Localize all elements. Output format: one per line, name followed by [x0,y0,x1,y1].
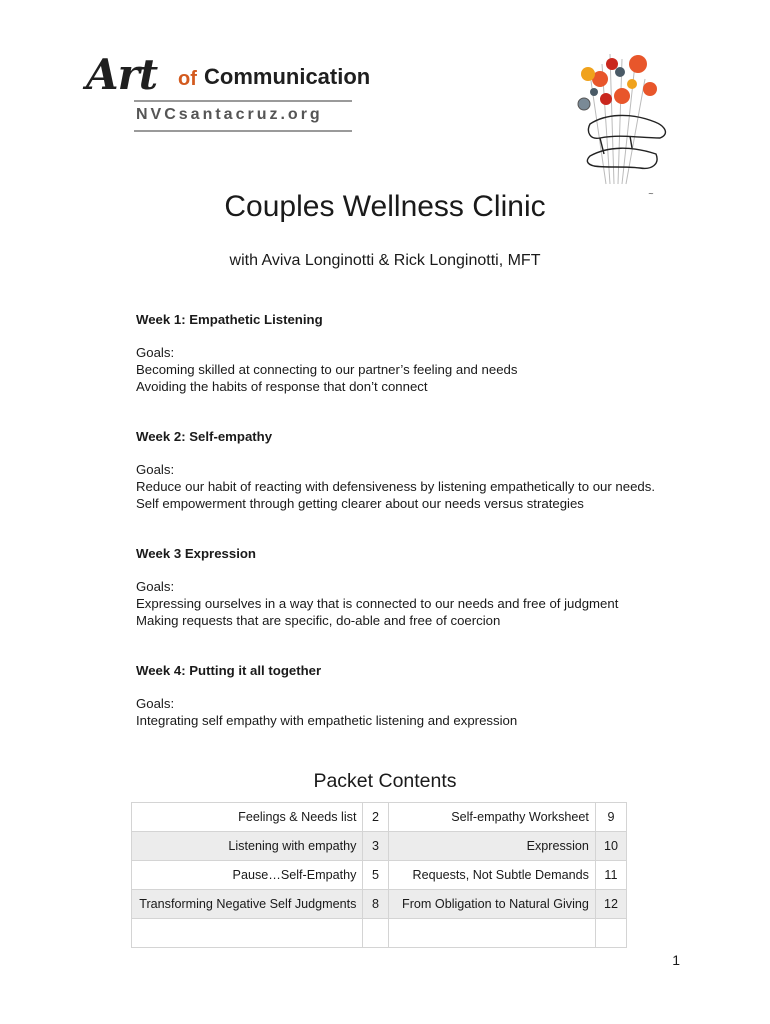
item-page: 3 [363,832,388,861]
table-row [132,803,627,832]
page-number: 1 [672,952,680,968]
item-page: 2 [363,803,388,832]
logo [86,48,406,138]
item-name: From Obligation to Natural Giving [388,890,595,919]
item-name [388,919,595,948]
logo-url-text: NVCsantacruz.org [136,106,323,123]
week-heading: Week 4: Putting it all together [136,663,322,678]
item-name [132,919,363,948]
item-name: Self-empathy Worksheet [388,803,595,832]
goals-label: Goals: [136,345,175,360]
week-heading: Week 2: Self-empathy [136,429,273,444]
table-row [132,919,627,948]
table-row [132,890,627,919]
item-name: Transforming Negative Self Judgments [132,890,363,919]
item-page: 9 [595,803,626,832]
item-page: 10 [595,832,626,861]
weeks-section [136,311,676,762]
goal-line: Making requests that are specific, do-able and free of coercion [136,613,501,628]
item-name: Expression [388,832,595,861]
item-name: Listening with empathy [132,832,363,861]
week-3 [136,545,676,629]
page-title: Couples Wellness Clinic [224,190,546,223]
table-row [132,832,627,861]
artist-signature: ~ [648,190,654,198]
week-heading: Week 1: Empathetic Listening [136,312,323,327]
item-page: 5 [363,861,388,890]
item-name: Feelings & Needs list [132,803,363,832]
goal-line: Avoiding the habits of response that don’t connect [136,379,428,394]
goal-line: Integrating self empathy with empathetic listening and expression [136,713,518,728]
packet-contents-title: Packet Contents [313,770,457,792]
week-heading: Week 3 Expression [136,546,256,561]
week-2 [136,428,676,512]
hands-flowers-illustration [560,34,680,204]
goal-line: Expressing ourselves in a way that is connected to our needs and free of judgment [136,596,619,611]
goals-label: Goals: [136,579,175,594]
item-name: Requests, Not Subtle Demands [388,861,595,890]
goal-line: Reduce our habit of reacting with defensiveness by listening empathetically to our needs. [136,479,656,494]
week-4 [136,662,676,729]
goals-label: Goals: [136,462,175,477]
packet-contents-table [131,802,627,948]
item-page: 8 [363,890,388,919]
item-page: 12 [595,890,626,919]
page-subtitle: with Aviva Longinotti & Rick Longinotti, MFT [229,252,541,269]
item-page: 11 [595,861,626,890]
logo-rule-top [134,100,352,102]
goal-line: Self empowerment through getting clearer about our needs versus strategies [136,496,584,511]
goal-line: Becoming skilled at connecting to our partner’s feeling and needs [136,362,518,377]
logo-communication-text: Communication [204,64,371,89]
item-page [363,919,388,948]
logo-rule-bottom [134,130,352,132]
logo-art-text: Art [86,50,158,99]
week-1 [136,311,676,395]
table-row [132,861,627,890]
goals-label: Goals: [136,696,175,711]
item-page [595,919,626,948]
item-name: Pause…Self-Empathy [132,861,363,890]
logo-of-text: of [178,68,197,90]
